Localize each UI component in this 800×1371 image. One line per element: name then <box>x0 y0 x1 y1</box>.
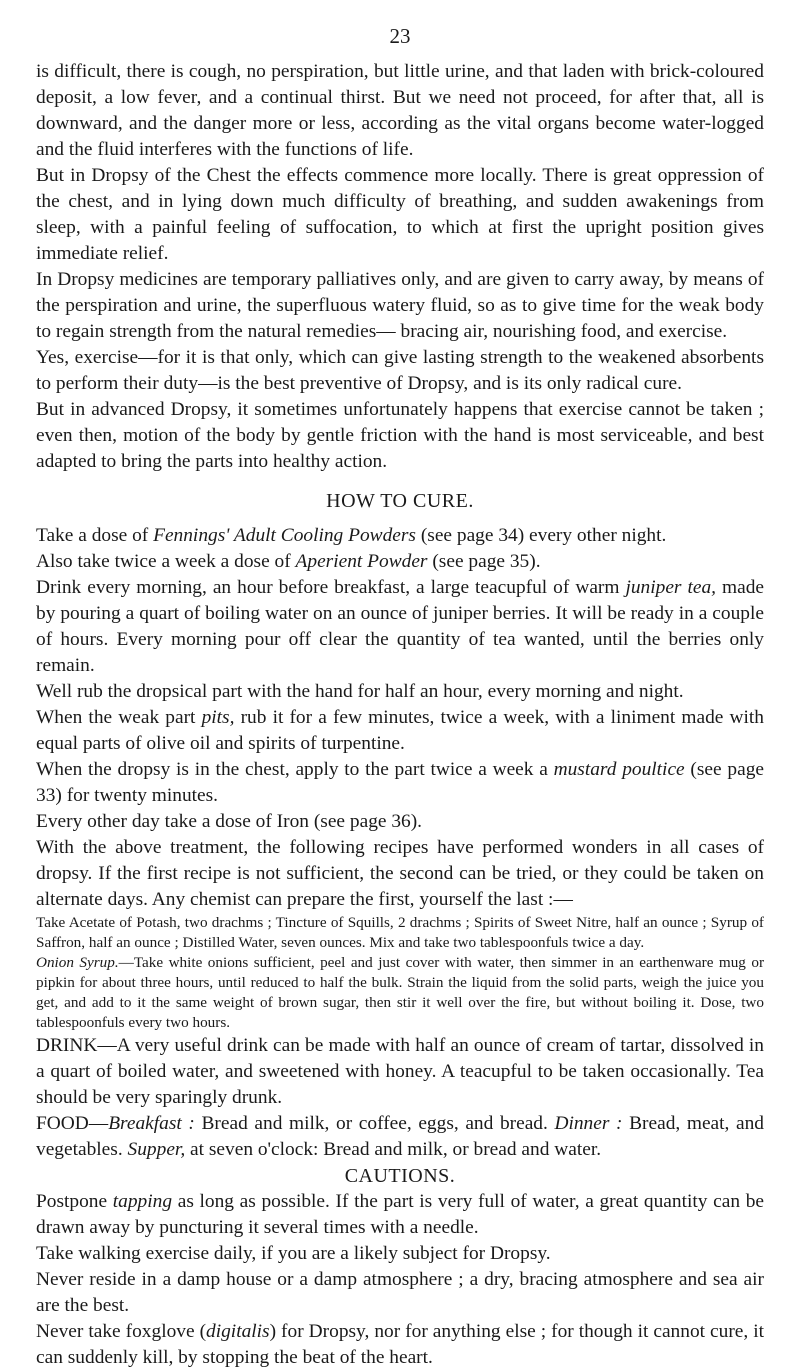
cautions-paragraph-4: Never take foxglove (digitalis) for Dropsy, nor for anything else ; for though it cannot cure, it can suddenly kill, by stopping the beat of the heart. <box>36 1321 765 1368</box>
intro-paragraph-2: But in Dropsy of the Chest the effects commence more locally. There is great oppression of the chest, and in lying down much difficulty of breathing, and sudden awakenings from sleep, with a painful feeling of suffocation, to which at first the upright position gives immediate relief. <box>36 165 764 264</box>
recipe-onion-syrup: Onion Syrup.—Take white onions sufficient, peel and just cover with water, then simmer in an earthenware mug or pipkin for about three hours, until reduced to half the bulk. Strain the liquid from the solid parts, weigh the juice you get, and add to it the same weight of brown sugar, then stir it well over the fire, but without boiling it. Dose, two tablespoonfuls every two hours. <box>36 954 765 1031</box>
cure-paragraph-8: With the above treatment, the following recipes have performed wonders in all cases of dropsy. If the first recipe is not sufficient, the second can be tried, or they could be taken on alternate days. Any chemist can prepare the first, yourself the last :— <box>36 837 764 910</box>
cautions-paragraph-1: Postpone tapping as long as possible. If the part is very full of water, a great quantity can be drawn away by puncturing it several times with a needle. <box>36 1191 764 1238</box>
cure-paragraph-4: Well rub the dropsical part with the hand for half an hour, every morning and night. <box>36 681 684 702</box>
digitalis-emphasis: digitalis <box>206 1321 270 1342</box>
page-number: 23 <box>389 24 411 48</box>
cure-paragraph-5: When the weak part pits, rub it for a few minutes, twice a week, with a liniment made with equal parts of olive oil and spirits of turpentine. <box>36 707 764 754</box>
cautions-paragraph-2: Take walking exercise daily, if you are a likely subject for Dropsy. <box>36 1243 551 1264</box>
aperient-powder-emphasis: Aperient Powder <box>295 551 428 572</box>
drink-paragraph: DRINK—A very useful drink can be made with half an ounce of cream of tartar, dissolved in a quart of boiled water, and sweetened with honey. A teacupful to be taken occasionally. Tea should be very sparingly drunk. <box>36 1035 764 1108</box>
pits-emphasis: pits, <box>201 707 235 728</box>
cooling-powders-emphasis: Fennings' Adult Cooling Powders <box>153 525 416 546</box>
how-to-cure-heading: HOW TO CURE. <box>326 490 474 512</box>
intro-paragraph-4: Yes, exercise—for it is that only, which can give lasting strength to the weakened absorbents to perform their duty—is the best preventive of Dropsy, and is its only radical cure. <box>36 347 764 394</box>
cure-paragraph-7: Every other day take a dose of Iron (see page 36). <box>36 811 423 832</box>
intro-paragraph-5: But in advanced Dropsy, it sometimes unfortunately happens that exercise cannot be taken ; even then, motion of the body by gentle friction with the hand is most serviceable, and best adapted to bring the parts into healthy action. <box>36 399 764 472</box>
cure-paragraph-2: Also take twice a week a dose of Aperient Powder (see page 35). <box>36 551 541 572</box>
cure-paragraph-6: When the dropsy is in the chest, apply to the part twice a week a mustard poultice (see page 33) for twenty minutes. <box>36 759 764 806</box>
intro-paragraph-1: is difficult, there is cough, no perspiration, but little urine, and that laden with brick-coloured deposit, a low fever, and a continual thirst. But we need not proceed, for after that, all is downward, and the danger more or less, according as the vital organs become water-logged and the fluid interferes with the functions of life. <box>36 61 764 160</box>
cure-paragraph-3: Drink every morning, an hour before breakfast, a large teacupful of warm juniper tea, made by pouring a quart of boiling water on an ounce of juniper berries. It will be ready in a couple of hours. Every morning pour off clear the quantity of tea wanted, until the berries only remain. <box>36 577 764 676</box>
recipe-acetate-of-potash: Take Acetate of Potash, two drachms ; Tincture of Squills, 2 drachms ; Spirits of Sweet Nitre, half an ounce ; Syrup of Saffron, half an ounce ; Distilled Water, seven ounces. Mix and take two tablespoonfuls twice a day. <box>36 914 764 951</box>
food-paragraph: FOOD—Breakfast : Bread and milk, or coffee, eggs, and bread. Dinner : Bread, meat, and vegetables. Supper, at seven o'clock: Bread and milk, or bread and water. <box>36 1113 765 1160</box>
cautions-paragraph-3: Never reside in a damp house or a damp atmosphere ; a dry, bracing atmosphere and sea air are the best. <box>36 1269 764 1316</box>
cure-paragraph-1: Take a dose of Fennings' Adult Cooling Powders (see page 34) every other night. <box>36 525 667 546</box>
mustard-poultice-emphasis: mustard poultice <box>553 759 685 780</box>
onion-syrup-emphasis: Onion Syrup. <box>36 954 119 971</box>
juniper-tea-emphasis: juniper tea, <box>625 577 717 598</box>
tapping-emphasis: tapping <box>112 1191 173 1212</box>
intro-paragraph-3: In Dropsy medicines are temporary palliatives only, and are given to carry away, by means of the perspiration and urine, the superfluous watery fluid, so as to give time for the weak body to regain strength from the natural remedies— bracing air, nourishing food, and exercise. <box>36 269 764 342</box>
cautions-heading: CAUTIONS. <box>344 1165 456 1187</box>
book-page <box>36 24 764 1371</box>
